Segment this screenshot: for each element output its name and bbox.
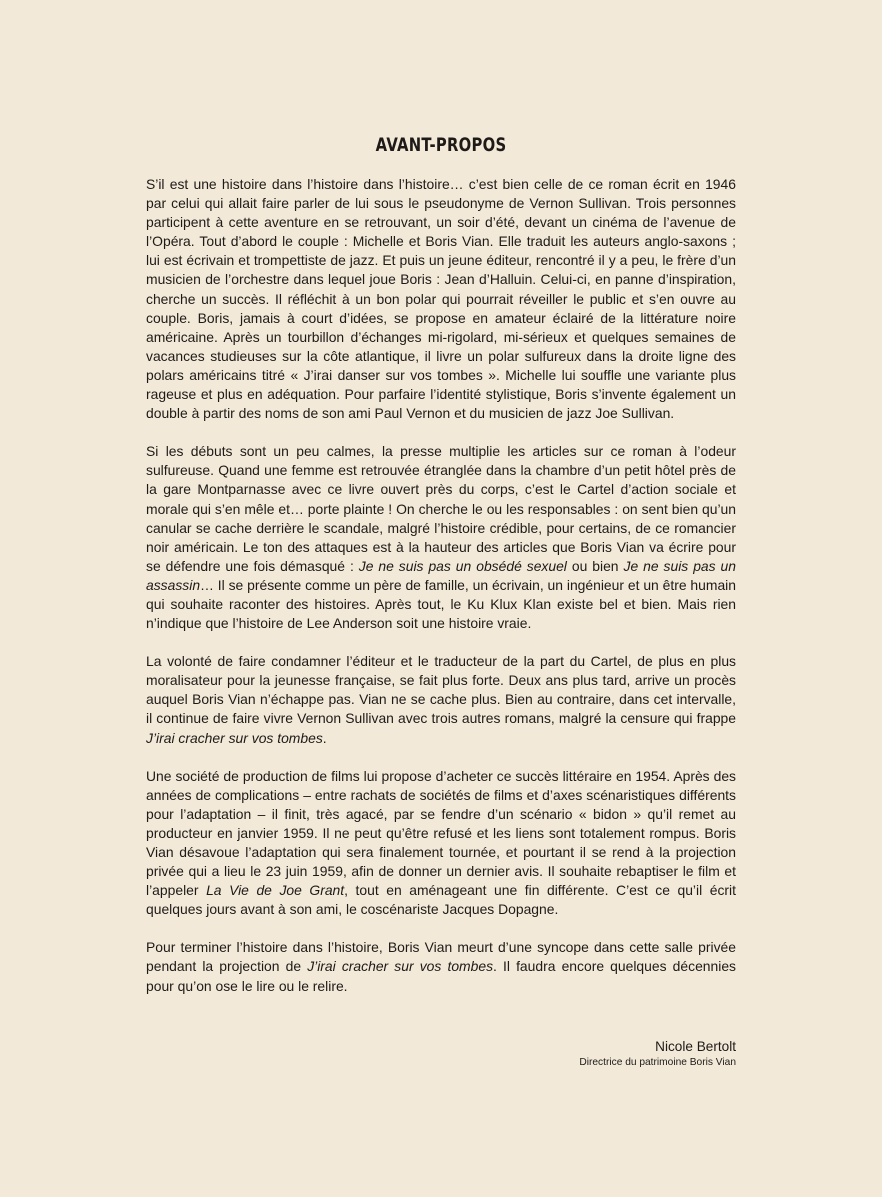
italic-title-text: J’irai cracher sur vos tombes [146,729,323,746]
paragraph-text: … Il se présente comme un père de famille, un écrivain, un ingénieur et un être humain qui souhaite raconter des histoires. Après tout, le Ku Klux Klan existe bel et bien. Mais rien n’indique que l’histoire de Lee Anderson soit une histoire vraie. [146,576,736,632]
paragraph-text: S’il est une histoire dans l’histoire dans l’histoire… c’est bien celle de ce roman écrit en 1946 par celui qui allait faire parler de lui sous le pseudonyme de Vernon Sullivan. Trois personnes participent à cette aventure en se retrouvant, un soir d’été, devant un cinéma de l’avenue de l’Opéra. Tout d’abord le couple : Michelle et Boris Vian. Elle traduit les auteurs anglo-saxons ; lui est écrivain et trompettiste de jazz. Et puis un jeune éditeur, rencontré il y a peu, le frère d’un musicien de l’orchestre dans lequel joue Boris : Jean d’Halluin. Celui-ci, en panne d’inspiration, cherche un succès. Il réfléchit à un bon polar qui pourrait réveiller le public et s’en ouvre au couple. Boris, jamais à court d’idées, se propose en amateur éclairé de la littérature noire américaine. Après un tourbillon d’échanges mi-rigolard, mi-sérieux et quelques semaines de vacances studieuses sur la côte atlantique, il livre un polar sulfureux dans la droite ligne des polars américains titré « J’irai danser sur vos tombes ». Michelle lui souffle une variante plus rageuse et plus en adéquation. Pour parfaire l’identité stylistique, Boris s’invente également un double à partir des noms de son ami Paul Vernon et du musicien de jazz Joe Sullivan. [146,176,736,422]
paragraph [146,175,736,423]
paragraph-text: , tout en aménageant une fin différente. C’est ce qu’il écrit quelques jours avant à son ami, le coscénariste Jacques Dopagne. [146,882,736,918]
signature-role: Directrice du patrimoine Boris Vian [579,1057,736,1068]
paragraph-text: . [322,729,327,746]
signature [579,1038,736,1070]
paragraph-text: . Il faudra encore quelques décennies pour qu’on ose le lire ou le relire. [146,958,736,994]
paragraph-text: Pour terminer l’histoire dans l’histoire, Boris Vian meurt d’une syncope dans cette salle privée pendant la projection de [146,939,736,975]
italic-title-text: La Vie de Joe Grant [206,882,345,899]
paragraph-text: Une société de production de films lui propose d’acheter ce succès littéraire en 1954. Après des années de complications – entre rachats de sociétés de films et d’axes scénaristiques différents pour l’adaptation – il finit, très agacé, par se fendre d’un scénario « bidon » qu’il remet au producteur en janvier 1959. Il ne peut qu’être refusé et les liens sont totalement rompus. Boris Vian désavoue l’adaptation qui sera finalement tournée, et pourtant il se rend à la projection privée qui a lieu le 23 juin 1959, afin de donner un dernier avis. Il souhaite rebaptiser le film et l’appeler [146,767,736,899]
paragraph [146,652,736,747]
paragraph-text: Si les débuts sont un peu calmes, la presse multiplie les articles sur ce roman à l’odeur sulfureuse. Quand une femme est retrouvée étranglée dans la chambre d’un petit hôtel près de la gare Montparnasse avec ce livre ouvert près du corps, c’est le Cartel d’action sociale et morale qui s’en mêle et… porte plainte ! On cherche le ou les responsables : on sent bien qu’un canular se cache derrière le scandale, malgré l’histoire crédible, pour certains, de ce romancier noir américain. Le ton des attaques est à la hauteur des articles que Boris Vian va écrire pour se défendre une fois démasqué : [146,443,736,574]
italic-title-text: Je ne suis pas un assassin [146,557,736,593]
paragraph [146,938,736,995]
paragraph [146,767,736,920]
foreword [146,132,736,1015]
body-text [146,175,736,996]
paragraph [146,442,736,633]
paragraph-text: La volonté de faire condamner l’éditeur et le traducteur de la part du Cartel, de plus en plus moralisateur pour la jeunesse française, se fait plus forte. Deux ans plus tard, arrive un procès auquel Boris Vian n’échappe pas. Vian ne se cache plus. Bien au contraire, dans cet intervalle, il continue de faire vivre Vernon Sullivan avec trois autres romans, malgré la censure qui frappe [146,653,736,727]
italic-title-text: Je ne suis pas un obsédé sexuel [358,557,567,574]
page-title: AVANT-PROPOS [375,134,507,156]
signature-name: Nicole Bertolt [655,1039,736,1054]
italic-title-text: J’irai cracher sur vos tombes [307,958,494,975]
paragraph-text: ou bien [566,557,624,574]
